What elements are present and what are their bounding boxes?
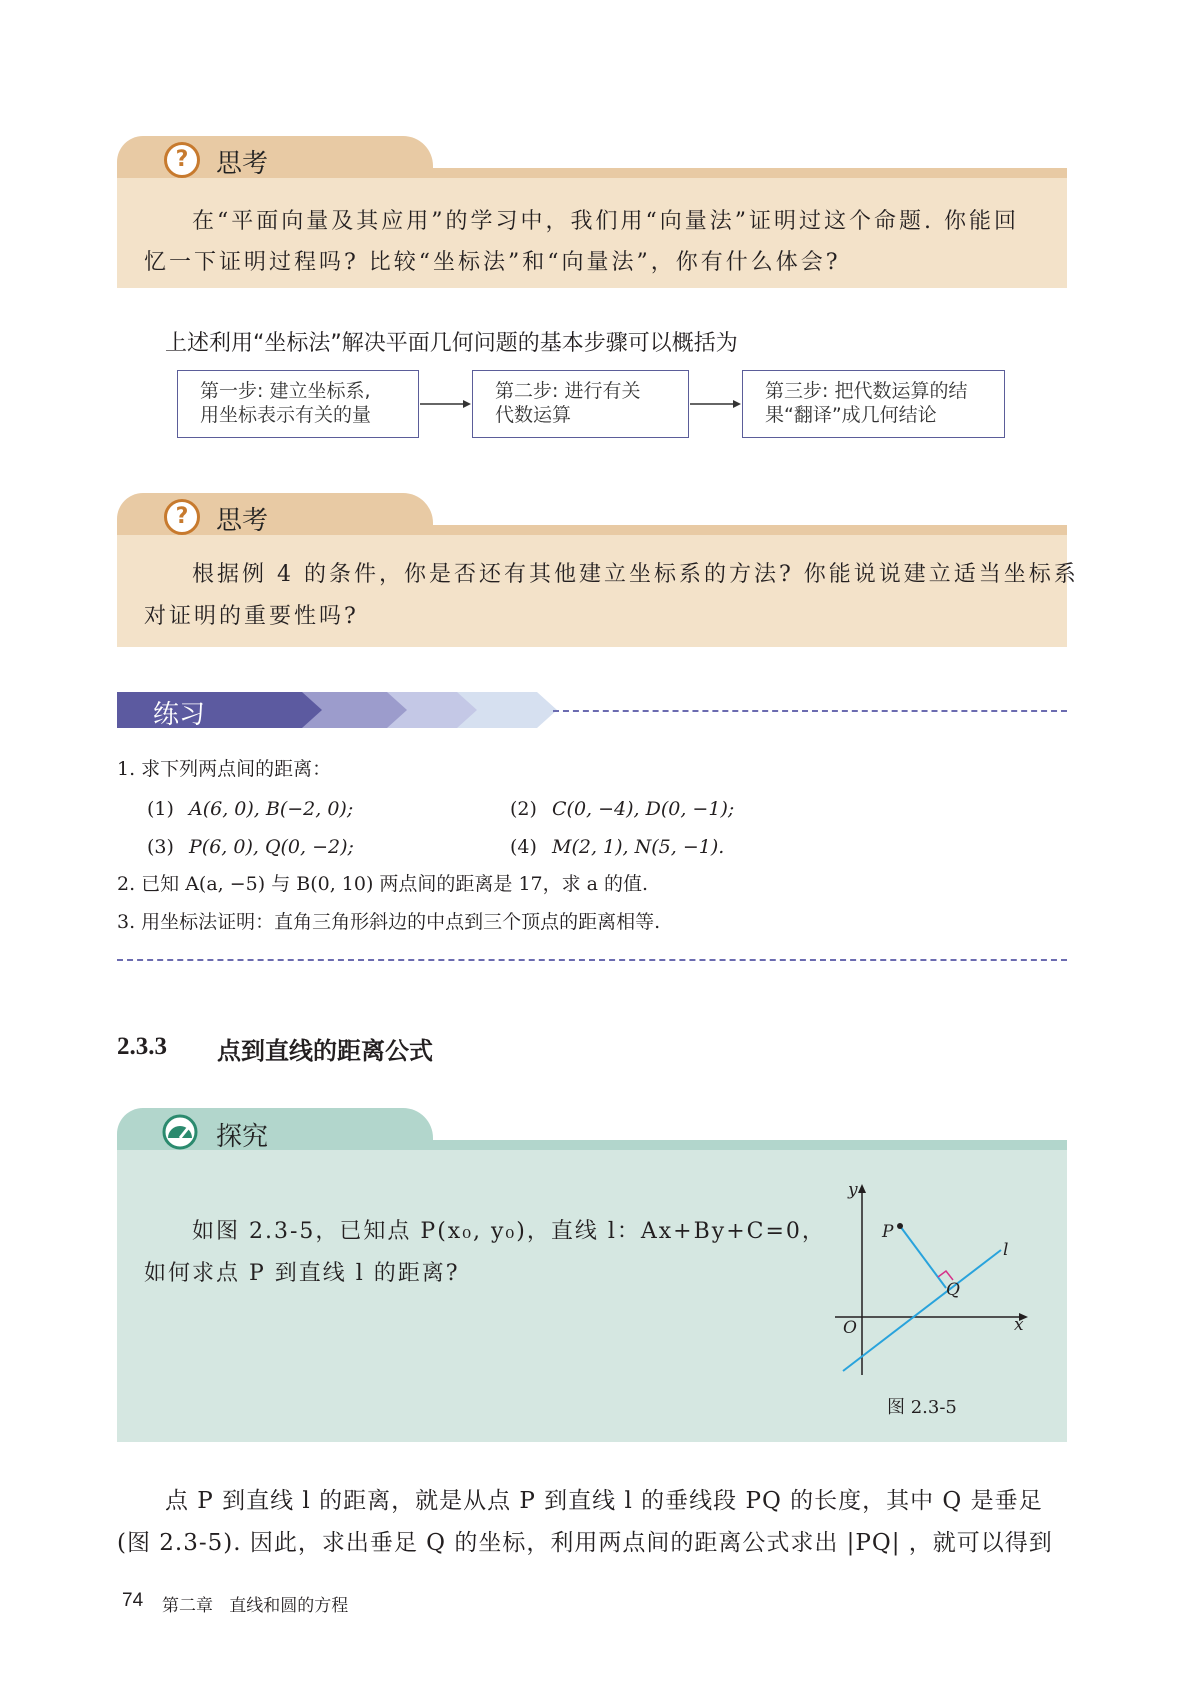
figure-x-label: x — [1014, 1315, 1024, 1335]
segment-pq — [900, 1226, 946, 1288]
line-l — [843, 1250, 1001, 1371]
figure-l-label: l — [1003, 1240, 1009, 1260]
exercise-q1-3-num: (3) — [147, 836, 174, 858]
explore-title: 探究 — [216, 1122, 269, 1152]
section-number: 2.3.3 — [117, 1033, 167, 1060]
think-text-line2: 忆一下证明过程吗? 比较“坐标法”和“向量法”，你有什么体会? — [144, 250, 841, 275]
question-icon: ? — [164, 499, 200, 535]
think-text-line2: 对证明的重要性吗? — [144, 604, 359, 629]
flow-step-1-line1: 第一步: 建立坐标系, — [200, 380, 371, 402]
exercise-q1-1: A(6, 0), B(−2, 0); — [189, 798, 354, 820]
figure-q-label: Q — [946, 1280, 960, 1300]
exercise-q1-4: M(2, 1), N(5, −1). — [552, 836, 725, 858]
flow-step-3-line1: 第三步: 把代数运算的结 — [765, 380, 968, 402]
explore-text-line1: 如图 2.3-5，已知点 P(x₀, y₀)，直线 l：Ax+By+C=0， — [192, 1219, 826, 1244]
exercise-top-divider — [553, 710, 1067, 712]
exercise-bottom-divider — [117, 959, 1067, 961]
flow-step-2-line1: 第二步: 进行有关 — [495, 380, 641, 402]
think-text-line1: 根据例 4 的条件，你是否还有其他建立坐标系的方法? 你能说说建立适当坐标系 — [192, 562, 1079, 587]
page-number: 74 — [122, 1590, 144, 1611]
exercise-q1-2: C(0, −4), D(0, −1); — [552, 798, 735, 820]
exercise-q1: 1. 求下列两点间的距离： — [117, 758, 332, 780]
think-title: 思考 — [216, 149, 269, 179]
flow-step-2-line2: 代数运算 — [495, 404, 572, 426]
body-line2: (图 2.3-5). 因此，求出垂足 Q 的坐标，利用两点间的距离公式求出 |PQ| ，就可以得到 — [117, 1530, 1053, 1556]
flow-step-3-line2: 果“翻译”成几何结论 — [765, 404, 937, 426]
flow-step-1-line2: 用坐标表示有关的量 — [200, 404, 372, 426]
arrow-right-icon — [690, 400, 741, 408]
y-axis-arrow-icon — [858, 1184, 866, 1193]
arrow-right-icon — [420, 400, 471, 408]
figure-y-label: y — [848, 1180, 858, 1200]
exercise-q3: 3. 用坐标法证明：直角三角形斜边的中点到三个顶点的距离相等. — [117, 911, 661, 933]
summary-text: 上述利用“坐标法”解决平面几何问题的基本步骤可以概括为 — [165, 331, 738, 356]
think-title: 思考 — [216, 506, 269, 536]
figure-o-label: O — [843, 1318, 857, 1338]
body-line1: 点 P 到直线 l 的距离，就是从点 P 到直线 l 的垂线段 PQ 的长度，其中 Q 是垂足 — [165, 1488, 1043, 1514]
figure-caption: 图 2.3-5 — [887, 1397, 957, 1418]
exercise-title: 练习 — [153, 700, 206, 730]
section-title: 点到直线的距离公式 — [217, 1037, 433, 1065]
think-text-line1: 在“平面向量及其应用”的学习中，我们用“向量法”证明过这个命题. 你能回 — [192, 209, 1019, 234]
exercise-q1-4-num: (4) — [510, 836, 537, 858]
flow-arrows — [0, 0, 1191, 460]
chapter-title: 第二章 直线和圆的方程 — [162, 1596, 349, 1616]
exercise-q1-3: P(6, 0), Q(0, −2); — [189, 836, 354, 858]
figure-2-3-5 — [820, 1180, 1060, 1380]
point-p — [897, 1223, 903, 1229]
explore-icon — [162, 1114, 198, 1150]
exercise-q1-1-num: (1) — [147, 798, 174, 820]
exercise-q2: 2. 已知 A(a, −5) 与 B(0, 10) 两点间的距离是 17，求 a 的值. — [117, 873, 649, 895]
question-icon: ? — [164, 142, 200, 178]
figure-p-label: P — [882, 1222, 894, 1242]
exercise-q1-2-num: (2) — [510, 798, 537, 820]
explore-text-line2: 如何求点 P 到直线 l 的距离? — [144, 1261, 460, 1286]
